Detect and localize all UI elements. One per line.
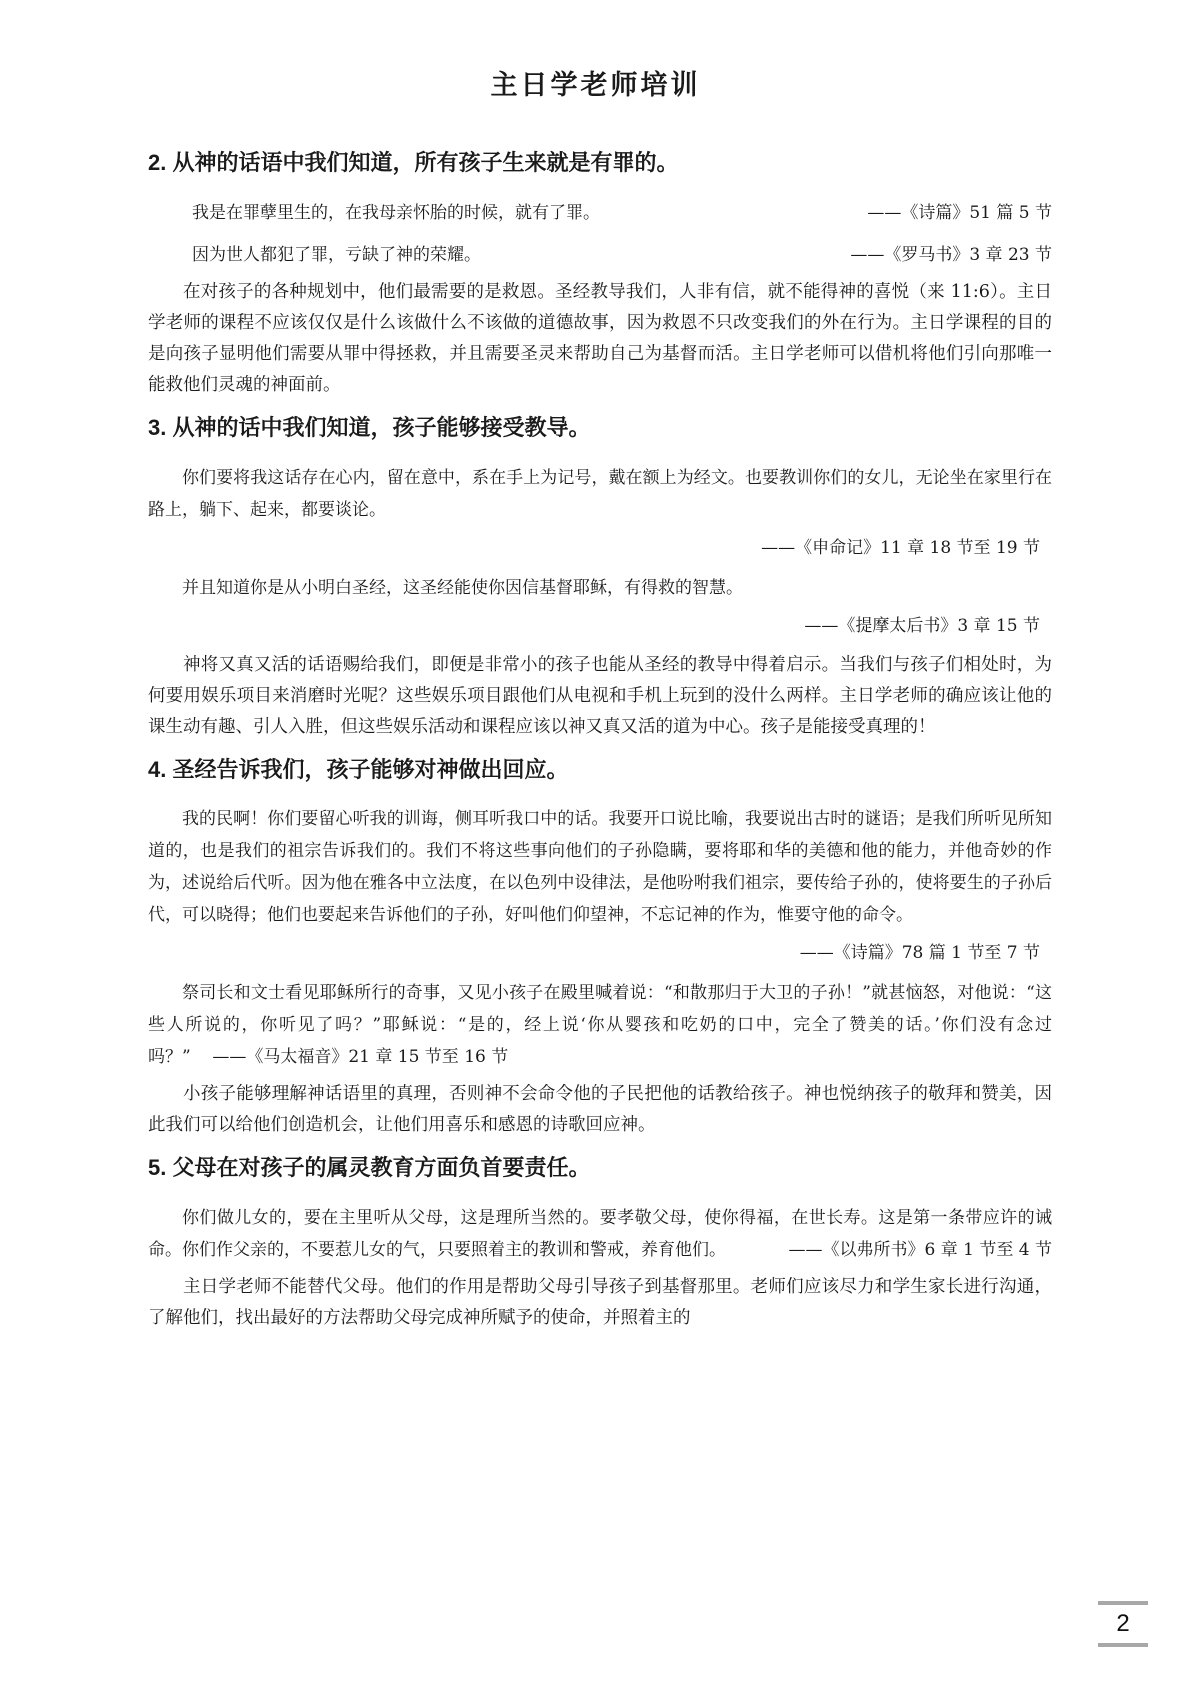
quote-text: 我是在罪孽里生的，在我母亲怀胎的时候，就有了罪。 (192, 202, 600, 223)
section-2 (148, 148, 1052, 401)
quote-reference: ——《提摩太后书》3 章 15 节 (804, 615, 1040, 636)
page-number-rule-bottom (1098, 1643, 1148, 1647)
body-paragraph: 神将又真又活的话语赐给我们，即便是非常小的孩子也能从圣经的教导中得着启示。当我们与孩子们相处时，为何要用娱乐项目来消磨时光呢？这些娱乐项目跟他们从电视和手机上玩到的没什么两样。主日学老师的确应该让他的课生动有趣、引人入胜，但这些娱乐活动和课程应该以神又真又活的道为中心。孩子是能接受真理的！ (148, 654, 1052, 737)
quote-text: 我的民啊！你们要留心听我的训诲，侧耳听我口中的话。我要开口说比喻，我要说出古时的谜语；是我们所听见所知道的，也是我们的祖宗告诉我们的。我们不将这些事向他们的子孙隐瞒，要将耶和华的美德和他的能力，并他奇妙的作为，述说给后代听。因为他在雅各中立法度，在以色列中设律法，是他吩咐我们祖宗，要传给子孙的，使将要生的子孙后代，可以晓得；他们也要起来告诉他们的子孙，好叫他们仰望神，不忘记神的作为，惟要守他的命令。 (148, 809, 1052, 926)
quote-text: 你们要将我这话存在心内，留在意中，系在手上为记号，戴在额上为经文。也要教训你们的女儿，无论坐在家里行在路上，躺下、起来，都要谈论。 (148, 467, 1052, 520)
body-paragraph: 小孩子能够理解神话语里的真理，否则神不会命令他的子民把他的话教给孩子。神也悦纳孩子的敬拜和赞美，因此我们可以给他们创造机会，让他们用喜乐和感恩的诗歌回应神。 (148, 1084, 1052, 1136)
section-heading: 5. 父母在对孩子的属灵教育方面负首要责任。 (148, 1155, 591, 1181)
page-content (148, 148, 1052, 1346)
quote-text: 并且知道你是从小明白圣经，这圣经能使你因信基督耶稣，有得救的智慧。 (182, 577, 743, 598)
scripture-quote (148, 197, 1052, 229)
body-paragraph: 主日学老师不能替代父母。他们的作用是帮助父母引导孩子到基督那里。老师们应该尽力和学生家长进行沟通，了解他们，找出最好的方法帮助父母完成神所赋予的使命，并照着主的 (148, 1277, 1052, 1329)
section-heading: 4. 圣经告诉我们，孩子能够对神做出回应。 (148, 756, 569, 782)
quote-reference: ——《诗篇》51 篇 5 节 (867, 202, 1052, 223)
quote-reference: ——《以弗所书》6 章 1 节至 4 节 (788, 1240, 1052, 1261)
quote-text: 你们做儿女的，要在主里听从父母，这是理所当然的。要孝敬父母，使你得福，在世长寿。这是第一条带应许的诫命。你们作父亲的，不要惹儿女的气，只要照着主的教训和警戒，养育他们。 (148, 1208, 1052, 1261)
section-4 (148, 755, 1052, 1142)
section-3 (148, 413, 1052, 743)
quote-reference: ——《申命记》11 章 18 节至 19 节 (761, 537, 1040, 558)
section-5 (148, 1153, 1052, 1334)
section-heading: 3. 从神的话中我们知道，孩子能够接受教导。 (148, 414, 591, 440)
quote-text: 祭司长和文士看见耶稣所行的奇事，又见小孩子在殿里喊着说：“和散那归于大卫的子孙！”就甚恼怒，对他说：“这些人所说的，你听见了吗？”耶稣说：“是的，经上说‘你从婴孩和吃奶的口中，完全了赞美的话。’你们没有念过吗？” (148, 983, 1052, 1068)
scripture-quote (148, 239, 1052, 271)
quote-reference: ——《马太福音》21 章 15 节至 16 节 (212, 1047, 509, 1068)
scripture-quote (148, 1202, 1052, 1266)
quote-reference: ——《罗马书》3 章 23 节 (850, 244, 1052, 265)
scripture-quote (148, 977, 1052, 1073)
body-paragraph: 在对孩子的各种规划中，他们最需要的是救恩。圣经教导我们，人非有信，就不能得神的喜悦（来 11:6）。主日学老师的课程不应该仅仅是什么该做什么不该做的道德故事，因为救恩不只改变我们的外在行为。主日学课程的目的是向孩子显明他们需要从罪中得拯救，并且需要圣灵来帮助自己为基督而活。主日学老师可以借机将他们引向那唯一能救他们灵魂的神面前。 (148, 281, 1052, 395)
page-number: 2 (1116, 1610, 1130, 1637)
section-heading: 2. 从神的话语中我们知道，所有孩子生来就是有罪的。 (148, 150, 679, 175)
page-number-box (1098, 1601, 1148, 1647)
quote-reference: ——《诗篇》78 篇 1 节至 7 节 (799, 943, 1040, 964)
quote-text: 因为世人都犯了罪，亏缺了神的荣耀。 (192, 244, 481, 265)
page-title: 主日学老师培训 (490, 70, 701, 101)
